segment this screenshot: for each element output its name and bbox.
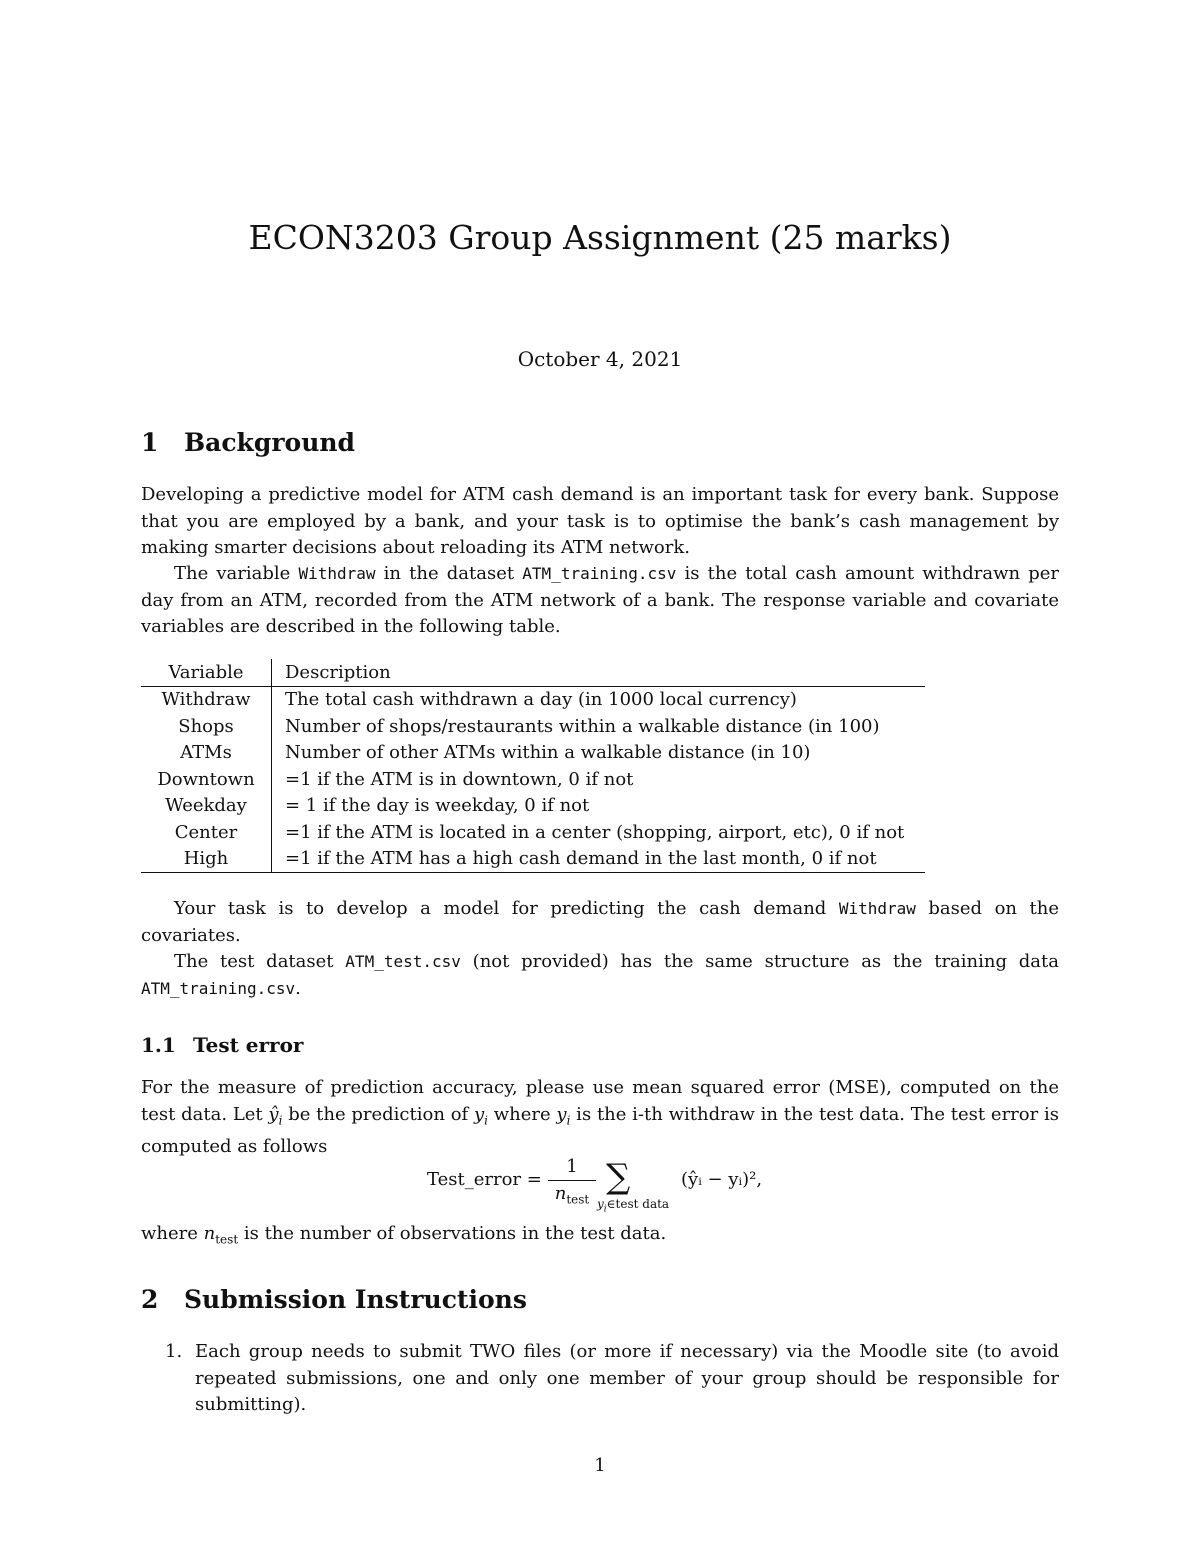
task-paragraph bbox=[141, 896, 1059, 949]
formula-rhs: (ŷᵢ − yᵢ)², bbox=[681, 1169, 763, 1190]
text: For the measure of prediction accuracy, please use mean squared error (MSE), computed on the test data. Let bbox=[141, 1077, 1059, 1125]
subsection-title: Test error bbox=[193, 1033, 304, 1057]
table-cell-variable: Shops bbox=[141, 713, 272, 740]
table-row bbox=[141, 740, 925, 767]
subsection-1-1-heading bbox=[141, 1033, 303, 1057]
summation-sign: ∑ bbox=[606, 1157, 631, 1197]
formula-explanation: where $n_{test}$ is the number of observations in the test data. bbox=[141, 1223, 667, 1247]
test-error-paragraph bbox=[141, 1075, 1059, 1160]
table-cell-description: The total cash withdrawn a day (in 1000 local currency) bbox=[285, 689, 797, 711]
document-title: ECON3203 Group Assignment (25 marks) bbox=[248, 218, 952, 257]
fraction-bar bbox=[548, 1180, 596, 1181]
submission-list bbox=[141, 1339, 1059, 1419]
text: be the prediction of bbox=[282, 1103, 474, 1125]
table-cell-variable: High bbox=[141, 846, 272, 873]
document-date: October 4, 2021 bbox=[517, 347, 683, 371]
table-cell-variable: Downtown bbox=[141, 766, 272, 793]
table-row bbox=[141, 766, 925, 793]
variables-table bbox=[141, 659, 925, 873]
background-paragraph-2 bbox=[141, 561, 1059, 641]
text: . bbox=[295, 977, 301, 999]
table-header-row bbox=[141, 659, 925, 686]
table-cell-variable: Weekday bbox=[141, 793, 272, 820]
formula-denominator: $n_{test}$ bbox=[554, 1183, 590, 1207]
table-cell-description: =1 if the ATM is in downtown, 0 if not bbox=[285, 768, 634, 790]
table-header-description: Description bbox=[272, 659, 926, 686]
code-withdraw: Withdraw bbox=[838, 899, 916, 918]
table-row bbox=[141, 793, 925, 820]
text: The variable bbox=[174, 563, 299, 584]
table-cell-description: Number of other ATMs within a walkable distance (in 10) bbox=[285, 742, 811, 764]
text: in the dataset bbox=[375, 563, 523, 584]
text: where bbox=[487, 1103, 557, 1125]
section-title: Submission Instructions bbox=[184, 1285, 527, 1314]
text: (not provided) has the same structure as the training data bbox=[460, 951, 1059, 972]
section-title: Background bbox=[184, 428, 356, 457]
math-y: $y_i$ bbox=[556, 1103, 571, 1128]
subsection-number: 1.1 bbox=[141, 1033, 176, 1057]
table-cell-description: =1 if the ATM has a high cash demand in the last month, 0 if not bbox=[272, 846, 926, 873]
table-cell-variable: Center bbox=[141, 819, 272, 846]
math-n-test: $n_{test}$ bbox=[203, 1223, 239, 1247]
table-cell-description: =1 if the ATM is located in a center (shopping, airport, etc), 0 if not bbox=[285, 821, 905, 843]
table-row bbox=[141, 819, 925, 846]
formula-numerator: 1 bbox=[566, 1156, 578, 1177]
section-1-heading bbox=[141, 428, 355, 457]
text: based on the covariates. bbox=[141, 898, 1059, 946]
math-y: $y_i$ bbox=[473, 1103, 488, 1128]
text: The test dataset bbox=[174, 951, 346, 972]
table-cell-description: Number of shops/restaurants within a walkable distance (in 100) bbox=[285, 715, 880, 737]
table-header-variable: Variable bbox=[141, 659, 272, 686]
table-row bbox=[141, 846, 925, 873]
list-item-text: Each group needs to submit TWO files (or more if necessary) via the Moodle site (to avoid repeated submissions, one and only one member of your group should be responsible for submitting). bbox=[195, 1341, 1059, 1415]
math-y-hat: $ŷ_i$ bbox=[268, 1103, 283, 1128]
section-2-heading bbox=[141, 1285, 527, 1314]
background-paragraph-1: Developing a predictive model for ATM cash demand is an important task for every bank. Suppose that you are employed by a bank, and your task is to optimise the bank’s cash management by making smarter decisions about reloading its ATM network. bbox=[141, 484, 1059, 558]
code-withdraw: Withdraw bbox=[298, 564, 376, 583]
test-dataset-paragraph bbox=[141, 949, 1059, 1002]
code-test-file: ATM_test.csv bbox=[345, 952, 461, 971]
section-number: 2 bbox=[141, 1285, 159, 1314]
formula-fraction bbox=[548, 1155, 596, 1212]
text: is the total cash amount withdrawn per day from an ATM, recorded from the ATM network of a bank. The response variable and covariate variables are described in the following table. bbox=[141, 563, 1059, 637]
page-number: 1 bbox=[594, 1455, 606, 1476]
table-cell-variable: ATMs bbox=[141, 740, 272, 767]
list-item bbox=[141, 1339, 1059, 1419]
table-row bbox=[141, 686, 925, 713]
list-marker: 1. bbox=[165, 1341, 183, 1362]
code-training-file: ATM_training.csv bbox=[141, 978, 296, 998]
summation-index: $y_i\in test$ data bbox=[597, 1197, 670, 1215]
code-training-file: ATM_training.csv bbox=[522, 564, 677, 583]
section-number: 1 bbox=[141, 428, 159, 457]
table-cell-variable: Withdraw bbox=[141, 686, 272, 713]
text: is the i-th withdraw in the test data. The test error is computed as follows bbox=[141, 1103, 1059, 1157]
formula-lhs: Test_error = bbox=[427, 1169, 542, 1190]
table-row bbox=[141, 713, 925, 740]
text: Your task is to develop a model for predicting the cash demand bbox=[174, 898, 839, 919]
table-cell-description: = 1 if the day is weekday, 0 if not bbox=[285, 795, 590, 817]
